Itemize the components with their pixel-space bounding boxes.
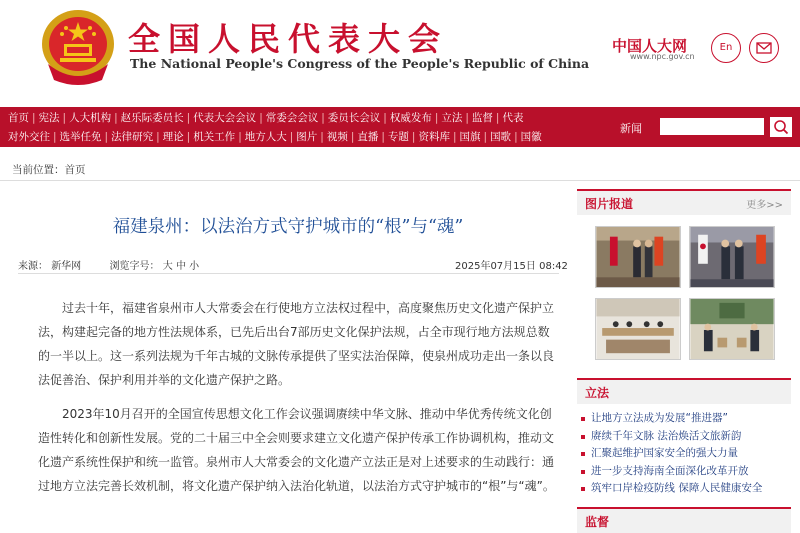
bullet-icon: [581, 417, 585, 421]
nav-item[interactable]: 代表大会会议: [193, 112, 257, 124]
article-title: 福建泉州：以法治方式守护城市的“根”与“魂”: [112, 217, 464, 237]
nav-item[interactable]: 直播: [357, 131, 379, 143]
legislation-header: [577, 378, 791, 404]
nav-item[interactable]: 权威发布: [389, 112, 432, 124]
nav-item[interactable]: 赵乐际委员长: [120, 112, 184, 124]
breadcrumb-label: 当前位置：: [12, 164, 65, 176]
nav-separator: |: [186, 112, 191, 124]
breadcrumb-divider: [0, 180, 800, 181]
nav-separator: |: [383, 112, 387, 124]
photo-report-header: [577, 189, 791, 215]
nav-item[interactable]: 宪法: [38, 112, 60, 124]
nav-item[interactable]: 对外交往: [8, 131, 50, 143]
photo-report-more-link[interactable]: 更多>>: [746, 200, 783, 211]
legislation-link-text[interactable]: 进一步支持海南全面深化改革开放: [591, 464, 749, 477]
nav-separator: |: [434, 112, 439, 124]
legislation-link-text[interactable]: 赓续千年文脉 法治焕活文旅新韵: [591, 429, 742, 442]
nav-item[interactable]: 机关工作: [193, 131, 236, 143]
bullet-icon: [581, 470, 585, 474]
site-title-cn: 全国人民代表大会: [128, 20, 449, 58]
news-photo[interactable]: [595, 226, 681, 288]
legislation-link-text[interactable]: 汇聚起维护国家安全的强大力量: [591, 447, 738, 460]
nav-separator: |: [495, 112, 500, 124]
nav-item[interactable]: 视频: [326, 131, 348, 143]
legislation-link-text[interactable]: 让地方立法成为发展“推进器”: [591, 412, 728, 424]
nav-separator: |: [104, 131, 109, 143]
bullet-icon: [581, 435, 585, 439]
nav-item[interactable]: 监督: [471, 112, 493, 124]
mail-icon: [750, 34, 778, 62]
font-size-label: 浏览字号：: [109, 261, 160, 272]
english-version-button[interactable]: En: [711, 33, 741, 63]
search-button[interactable]: [770, 117, 792, 137]
nav-separator: |: [411, 131, 416, 143]
bullet-icon: [581, 452, 585, 456]
nav-separator: |: [259, 112, 263, 124]
nav-separator: |: [350, 131, 355, 143]
national-emblem-icon[interactable]: [36, 6, 120, 86]
legislation-link-text[interactable]: 筑牢口岸检疫防线 保障人民健康安全: [591, 482, 763, 495]
nav-separator: |: [114, 112, 118, 124]
nav-item[interactable]: 人大机构: [69, 112, 112, 124]
font-size-large-button[interactable]: 大: [162, 261, 173, 272]
nav-separator: |: [186, 131, 191, 143]
nav-separator: |: [465, 112, 469, 124]
nav-separator: |: [156, 131, 160, 143]
source-label: 来源：: [18, 261, 48, 272]
supervision-title[interactable]: 监督: [585, 515, 610, 529]
legislation-link[interactable]: [577, 410, 791, 428]
nav-item[interactable]: 图片: [296, 131, 318, 143]
nav-separator: |: [452, 131, 457, 143]
nav-item[interactable]: 国歌: [490, 131, 512, 143]
mail-button[interactable]: [749, 33, 779, 63]
nav-separator: |: [32, 112, 36, 124]
nav-separator: |: [238, 131, 242, 143]
nav-row-2: [8, 129, 542, 144]
news-photo[interactable]: [689, 226, 775, 288]
photo-grid: [595, 226, 791, 366]
news-photo[interactable]: [689, 298, 775, 360]
nav-separator: |: [483, 131, 488, 143]
nav-separator: |: [289, 131, 294, 143]
nav-item[interactable]: 理论: [162, 131, 184, 143]
npc-net-url: www.npc.gov.cn: [630, 52, 695, 61]
nav-separator: |: [321, 112, 325, 124]
nav-item[interactable]: 代表: [502, 112, 524, 124]
article-datetime: [455, 257, 568, 272]
nav-separator: |: [381, 131, 385, 143]
nav-separator: |: [53, 131, 57, 143]
nav-item[interactable]: 选举任免: [59, 131, 102, 143]
breadcrumb: [12, 162, 86, 177]
nav-item[interactable]: 地方人大: [244, 131, 287, 143]
main-nav: [0, 107, 800, 147]
nav-separator: |: [320, 131, 324, 143]
site-header: [0, 0, 800, 98]
article-date: 2025年07月15日: [455, 261, 536, 272]
nav-item[interactable]: 立法: [441, 112, 463, 124]
meta-divider: [18, 273, 559, 274]
news-photo[interactable]: [595, 298, 681, 360]
nav-row-1: [8, 110, 523, 125]
search-icon: [770, 117, 792, 137]
legislation-link[interactable]: [577, 445, 791, 463]
font-size-small-button[interactable]: 小: [189, 261, 200, 272]
search-input[interactable]: [660, 118, 764, 135]
article-paragraph: 2023年10月召开的全国宣传思想文化工作会议强调赓续中华文脉、推动中华优秀传统文化创造性转化和创新性发展。党的二十届三中全会则要求建立文化遗产保护传承工作协调机构，推动文化遗产系统性保护和统一监管。泉州市人大常委会的文化遗产立法正是对上述要求的生动践行：通过地方立法完善长效机制，将文化遗产保护纳入法治化轨道，以法治方式守护城市的“根”与“魂”。: [38, 407, 555, 493]
nav-item[interactable]: 资料库: [418, 131, 450, 143]
article-time: 08:42: [539, 261, 568, 272]
nav-item[interactable]: 常委会会议: [265, 112, 319, 124]
legislation-link[interactable]: [577, 428, 791, 446]
bullet-icon: [581, 487, 585, 491]
nav-item[interactable]: 国旗: [459, 131, 481, 143]
nav-item[interactable]: 委员长会议: [327, 112, 381, 124]
nav-item[interactable]: 国徽: [520, 131, 542, 143]
article-meta: [18, 257, 199, 272]
nav-item[interactable]: 法律研究: [111, 131, 154, 143]
breadcrumb-home-link[interactable]: 首页: [64, 164, 86, 176]
search-category-label[interactable]: 新闻: [620, 122, 642, 135]
font-size-medium-button[interactable]: 中: [175, 261, 186, 272]
nav-item[interactable]: 首页: [8, 112, 29, 124]
legislation-link[interactable]: [577, 480, 791, 498]
legislation-link-list: [577, 410, 791, 498]
site-title-en: The National People's Congress of the People's Republic of China: [130, 56, 590, 71]
npc-net-logo[interactable]: 中国人大网: [612, 37, 688, 55]
nav-separator: |: [62, 112, 67, 124]
nav-separator: |: [514, 131, 518, 143]
photo-report-title[interactable]: 图片报道: [585, 197, 634, 211]
article-paragraph: 过去十年，福建省泉州市人大常委会在行使地方立法权过程中，高度聚焦历史文化遗产保护立法，构建起完备的地方性法规体系，已先后出台7部历史文化保护法规，占全市现行地方法规总数的一半以上。这一系列法规为千年古城的文脉传承提供了坚实法治保障，使泉州成功走出一条以良法促善治、保护利用并举的文化遗产保护之路。: [38, 301, 555, 387]
supervision-header: [577, 507, 791, 533]
nav-item[interactable]: 专题: [387, 131, 409, 143]
legislation-link[interactable]: [577, 463, 791, 481]
source-value: 新华网: [51, 261, 82, 272]
legislation-title[interactable]: 立法: [585, 386, 610, 400]
